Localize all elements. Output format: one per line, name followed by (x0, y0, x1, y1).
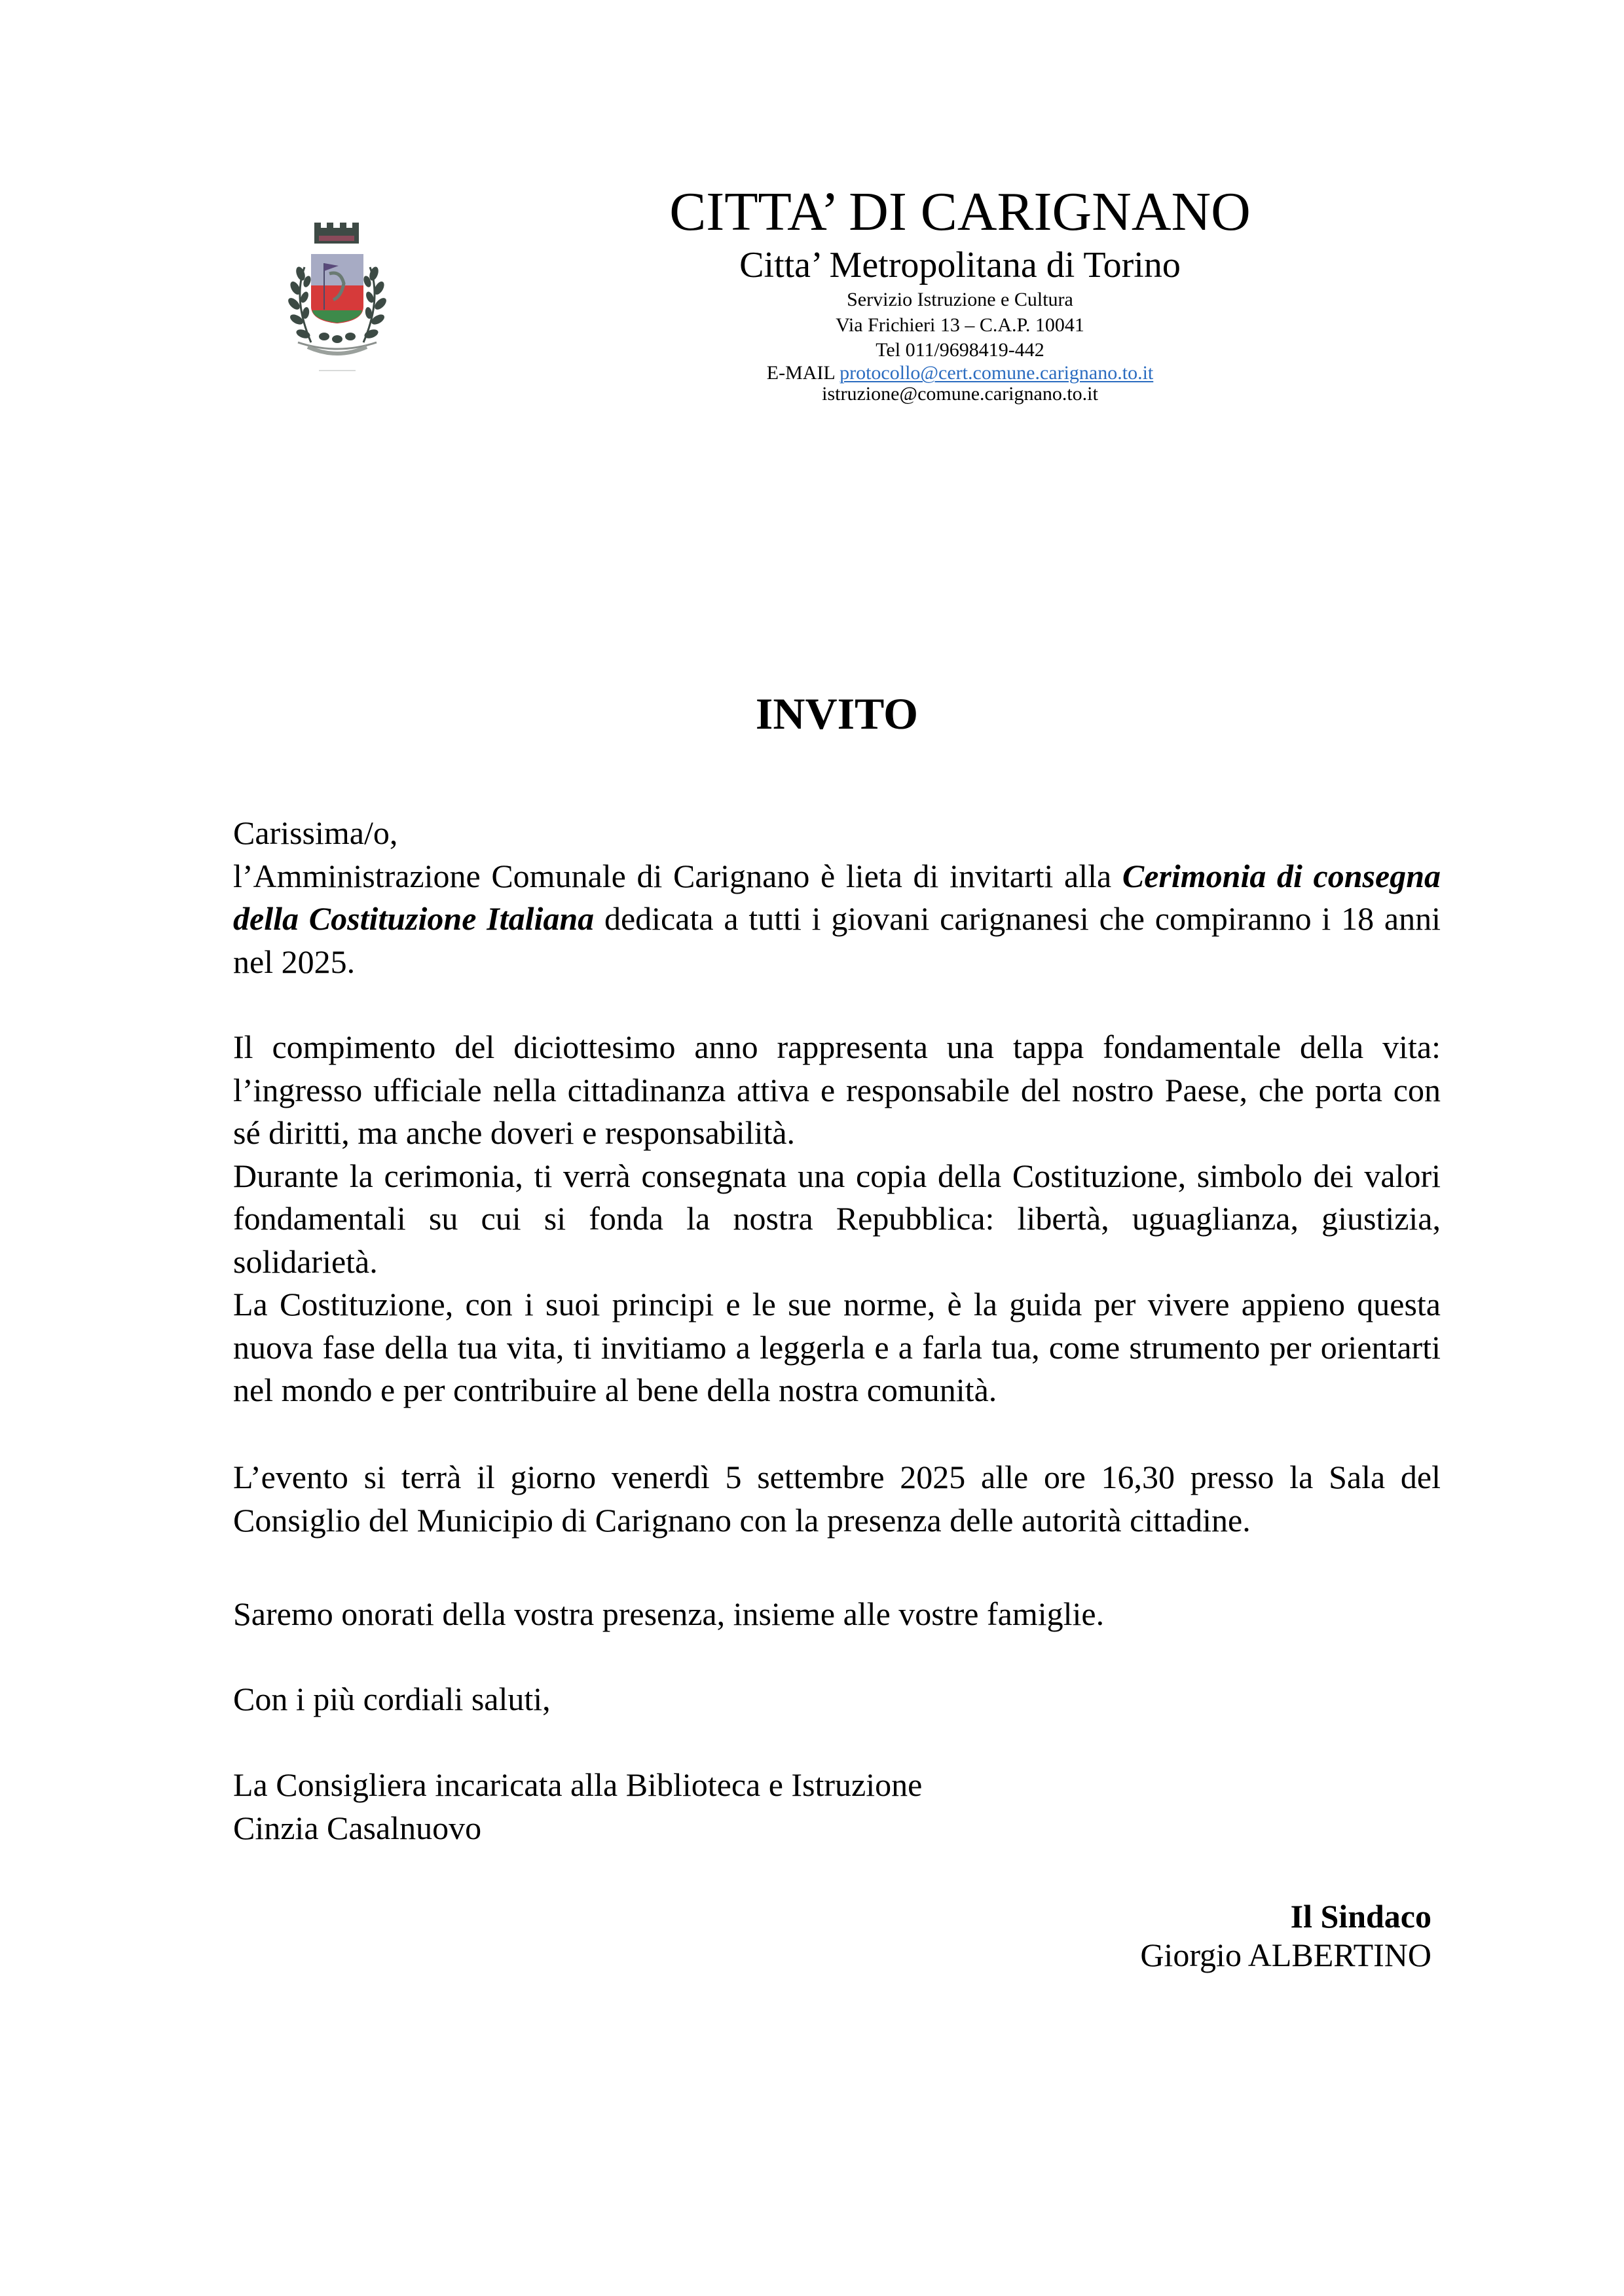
main-paragraphs (233, 1026, 1441, 1412)
intro-text-before: l’Amministrazione Comunale di Carignano è lieta di invitarti alla (233, 857, 1122, 894)
coat-of-arms-icon (278, 208, 396, 380)
document-heading: INVITO (755, 689, 919, 738)
councillor-signature (233, 1764, 1441, 1850)
coat-of-arms-graphic (278, 208, 396, 380)
mayor-role: Il Sindaco (1290, 1898, 1431, 1935)
department-name: Servizio Istruzione e Cultura (847, 289, 1073, 310)
mayor-signature (1140, 1897, 1431, 1975)
office-address: Via Frichieri 13 – C.A.P. 10041 (836, 314, 1084, 336)
secondary-email: istruzione@comune.carignano.to.it (822, 383, 1098, 405)
ribbon-icon (298, 342, 377, 371)
intro-block (233, 812, 1441, 983)
paragraph-coming-of-age: Il compimento del diciottesimo anno rappresenta una tappa fondamentale della vita: l’ingresso ufficiale nella cittadinanza attiva e responsabile del nostro Paese, che porta con sé diritti, ma anche doveri e responsabilità. (233, 1029, 1441, 1151)
intro-text-after: dedicata a tutti i giovani carignanesi che compiranno i 18 anni nel 2025. (233, 900, 1441, 980)
event-details: L’evento si terrà il giorno venerdì 5 settembre 2025 alle ore 16,30 presso la Sala del Consiglio del Municipio di Carignano con la presenza delle autorità cittadine. (233, 1459, 1441, 1539)
closing-block (233, 1678, 1441, 1721)
paragraph-ceremony: Durante la cerimonia, ti verrà consegnata una copia della Costituzione, simbolo dei valori fondamentali su cui si fonda la nostra Repubblica: libertà, uguaglianza, giustizia, solidarietà. (233, 1157, 1441, 1280)
closing-greeting: Con i più cordiali saluti, (233, 1681, 551, 1717)
shield-icon (311, 254, 363, 323)
event-block (233, 1456, 1441, 1542)
intro-paragraph (233, 855, 1441, 984)
closing-note-block (233, 1593, 1441, 1636)
municipality-title: CITTA’ DI CARIGNANO (669, 181, 1251, 242)
pec-email-link[interactable]: protocollo@cert.comune.carignano.to.it (840, 362, 1154, 384)
councillor-role: La Consigliera incaricata alla Biblioteca e Istruzione (233, 1766, 923, 1803)
ceremony-name: Cerimonia di consegna della Costituzione Italiana (233, 857, 1441, 937)
email-line (589, 363, 1331, 383)
mayor-name: Giorgio ALBERTINO (1140, 1937, 1431, 1973)
paragraph-constitution: La Costituzione, con i suoi principi e le sue norme, è la guida per vivere appieno questa nuova fase della tua vita, ti invitiamo a leggerla e a farla tua, come strumento per orientarti nel mondo e per contribuire al bene della nostra comunità. (233, 1286, 1441, 1408)
office-phone: Tel 011/9698419-442 (876, 339, 1044, 361)
councillor-name: Cinzia Casalnuovo (233, 1809, 482, 1846)
salutation: Carissima/o, (233, 814, 398, 851)
closing-note: Saremo onorati della vostra presenza, insieme alle vostre famiglie. (233, 1595, 1105, 1632)
crown-icon (314, 223, 359, 244)
email-label: E-MAIL (766, 362, 835, 384)
metropolitan-subtitle: Citta’ Metropolitana di Torino (739, 245, 1181, 285)
